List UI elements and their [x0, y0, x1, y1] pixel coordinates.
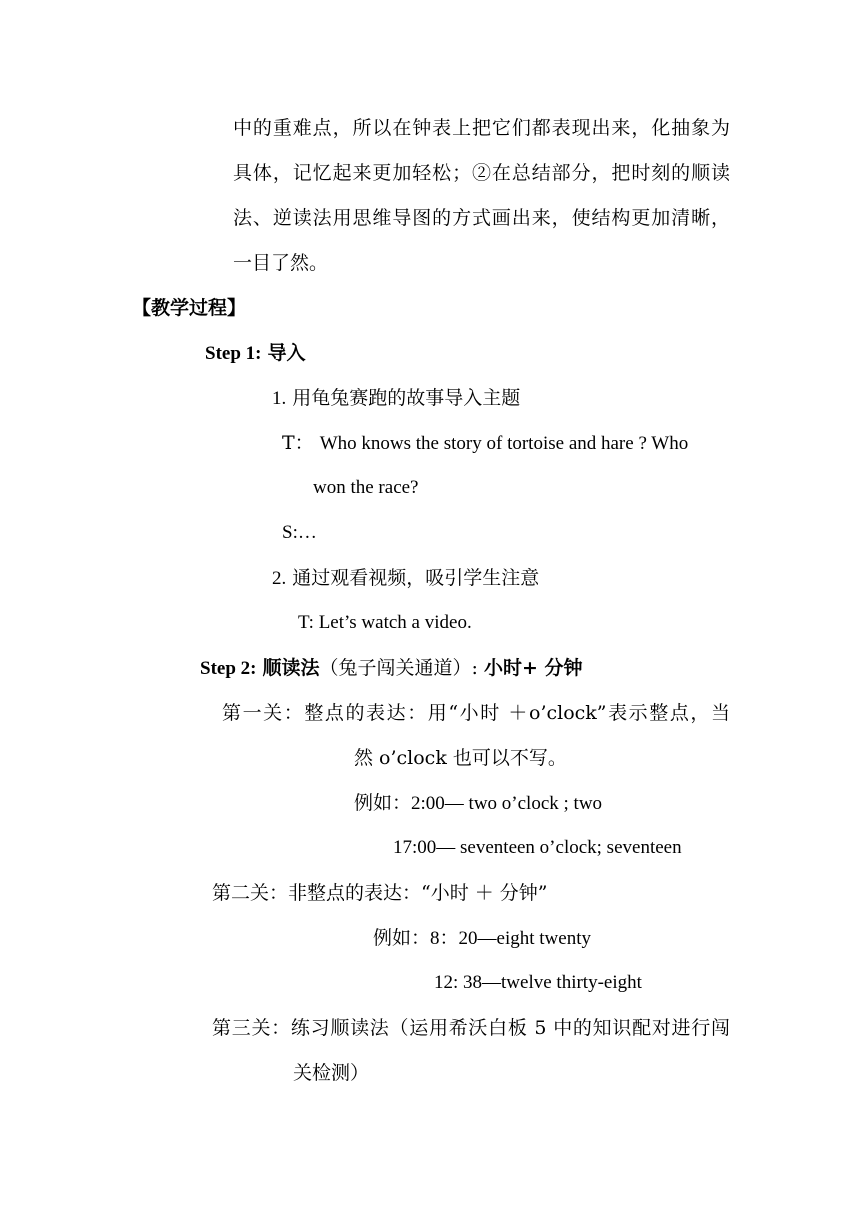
step1-label: Step 1: [205, 343, 262, 364]
teacher-speaker: T： [282, 432, 314, 454]
step2-subtitle: （兔子闯关通道）: [319, 657, 478, 679]
teacher-question-line-1: Who knows the story of tortoise and hare ? Who [319, 433, 689, 454]
step1-item-2 [272, 566, 539, 591]
section-heading: 【教学过程】 [132, 297, 247, 319]
level2-example-2: 12: 38—twelve thirty-eight [434, 972, 642, 993]
student-answer: S:… [282, 522, 317, 543]
level1-example-label: 例如： [354, 792, 412, 814]
intro-line-1: 中的重难点，所以在钟表上把它们都表现出来，化抽象为 [233, 117, 730, 139]
level1-example-1 [354, 791, 602, 816]
step1-title: 导入 [267, 342, 306, 364]
intro-line-4: 一目了然。 [233, 252, 329, 274]
step1-item-1-number: 1. [272, 388, 287, 409]
step1-item-2-number: 2. [272, 568, 287, 589]
level2-example-1-text: 8：20—eight twenty [430, 928, 591, 949]
level2-example-1 [373, 926, 591, 951]
level2-example-label: 例如： [373, 927, 431, 949]
step1-item-1 [272, 386, 520, 411]
level3-line-1: 第三关：练习顺读法（运用希沃白板 5 中的知识配对进行闯 [212, 1017, 730, 1039]
level1-example-1-text: 2:00— two o’clock ; two [411, 793, 603, 814]
step1-item-1-text: 用龟兔赛跑的故事导入主题 [292, 387, 521, 409]
teacher-video: T: Let’s watch a video. [298, 612, 472, 633]
step1-item-2-text: 通过观看视频，吸引学生注意 [292, 567, 540, 589]
level3-line-2: 关检测） [293, 1062, 370, 1084]
intro-line-3: 法、逆读法用思维导图的方式画出来，使结构更加清晰， [233, 207, 730, 229]
teacher-question-line-2: won the race? [313, 477, 419, 498]
step2-label: Step 2: [200, 658, 257, 679]
step1-heading [205, 341, 306, 366]
level1-example-2: 17:00— seventeen o’clock; seventeen [393, 837, 682, 858]
level1-line-1: 第一关：整点的表达：用“小时 ＋o’clock”表示整点，当 [222, 702, 730, 724]
intro-line-2: 具体，记忆起来更加轻松；②在总结部分，把时刻的顺读 [233, 162, 730, 184]
step2-title: 顺读法 [262, 657, 320, 679]
level1-line-2: 然 o’clock 也可以不写。 [354, 747, 567, 769]
level2-line-1: 第二关：非整点的表达：“小时 ＋ 分钟” [212, 882, 548, 904]
step2-heading [200, 656, 583, 681]
step2-formula: 小时+ 分钟 [484, 657, 583, 679]
teacher-question [282, 431, 688, 456]
